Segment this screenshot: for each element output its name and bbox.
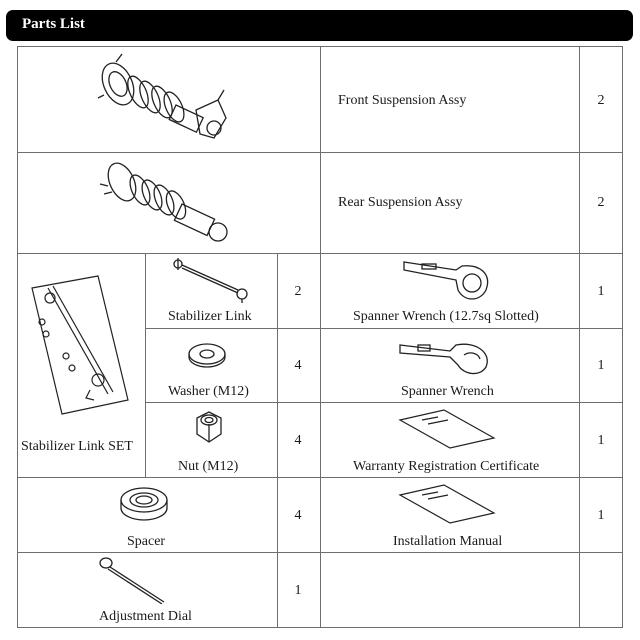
spanner-wrench-name: Spanner Wrench bbox=[401, 384, 494, 399]
spacer-icon bbox=[118, 484, 170, 524]
table-border-right bbox=[622, 46, 623, 628]
stabilizer-link-set-icon bbox=[28, 268, 134, 418]
spanner-wrench-qty: 1 bbox=[597, 358, 605, 373]
slotted-wrench-qty: 1 bbox=[597, 284, 605, 299]
table-border-left bbox=[17, 46, 18, 628]
front-suspension-name: Front Suspension Assy bbox=[338, 93, 467, 108]
col-divider bbox=[320, 46, 321, 628]
stabilizer-link-name: Stabilizer Link bbox=[168, 309, 252, 324]
row-divider bbox=[145, 402, 623, 403]
col-divider bbox=[579, 46, 580, 628]
stabilizer-link-icon bbox=[170, 256, 252, 304]
rear-suspension-name: Rear Suspension Assy bbox=[338, 195, 463, 210]
warranty-certificate-qty: 1 bbox=[597, 433, 605, 448]
warranty-certificate-icon bbox=[398, 408, 498, 450]
parts-list-title: Parts List bbox=[22, 16, 85, 32]
adjustment-dial-name: Adjustment Dial bbox=[99, 609, 192, 624]
installation-manual-qty: 1 bbox=[597, 508, 605, 523]
rear-suspension-qty: 2 bbox=[597, 195, 605, 210]
rear-suspension-icon bbox=[96, 156, 246, 248]
installation-manual-name: Installation Manual bbox=[393, 534, 503, 549]
washer-qty: 4 bbox=[294, 358, 302, 373]
spanner-wrench-icon bbox=[398, 333, 498, 377]
washer-name: Washer (M12) bbox=[168, 384, 249, 399]
row-divider bbox=[145, 328, 623, 329]
slotted-wrench-name: Spanner Wrench (12.7sq Slotted) bbox=[353, 309, 539, 324]
washer-icon bbox=[187, 342, 227, 368]
nut-name: Nut (M12) bbox=[178, 459, 239, 474]
col-divider bbox=[145, 253, 146, 477]
front-suspension-icon bbox=[96, 50, 246, 150]
adjustment-dial-qty: 1 bbox=[294, 583, 302, 598]
front-suspension-qty: 2 bbox=[597, 93, 605, 108]
warranty-certificate-name: Warranty Registration Certificate bbox=[353, 459, 540, 474]
installation-manual-icon bbox=[398, 483, 498, 525]
col-divider bbox=[277, 253, 278, 628]
spacer-qty: 4 bbox=[294, 508, 302, 523]
lock-nut-icon bbox=[192, 410, 226, 446]
stabilizer-link-qty: 2 bbox=[294, 284, 302, 299]
stabilizer-link-set-name: Stabilizer Link SET bbox=[21, 439, 133, 454]
slotted-spanner-wrench-icon bbox=[400, 256, 500, 306]
nut-qty: 4 bbox=[294, 433, 302, 448]
adjustment-dial-icon bbox=[98, 556, 168, 604]
spacer-name: Spacer bbox=[127, 534, 166, 549]
